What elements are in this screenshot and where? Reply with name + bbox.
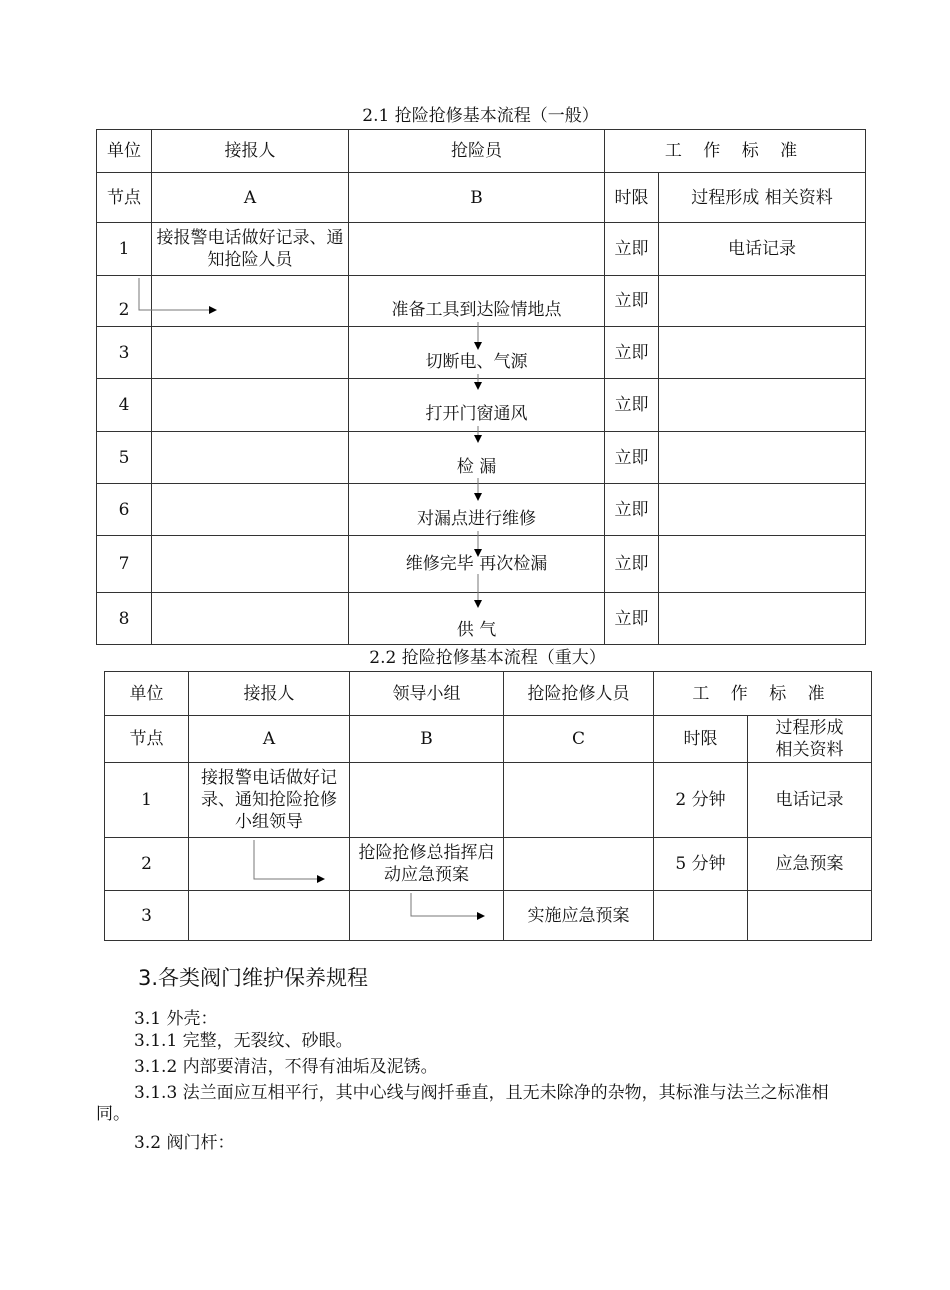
t1-node: 7 — [97, 536, 152, 593]
t1-cell-limit: 立即 — [605, 223, 659, 276]
t2-header-a: 接报人 — [189, 672, 350, 716]
t1-cell-a — [152, 276, 349, 327]
t2-header-standard: 工 作 标 准 — [654, 672, 872, 716]
t2-cell-limit: 5 分钟 — [654, 838, 748, 891]
table-row — [97, 379, 866, 432]
paragraph: 3.1.1 完整，无裂纹、砂眼。 — [134, 1031, 353, 1051]
t1-cell-a — [152, 379, 349, 432]
t1-cell-b — [349, 276, 605, 327]
t1-cell-a — [152, 484, 349, 536]
t1-cell-limit: 立即 — [605, 379, 659, 432]
table-row — [97, 593, 866, 645]
paragraph: 3.1 外壳： — [134, 1009, 218, 1029]
table-row — [97, 276, 866, 327]
section-heading: 3.各类阀门维护保养规程 — [138, 966, 369, 990]
t1-node: 6 — [97, 484, 152, 536]
t1-sub-a: A — [152, 173, 349, 223]
t2-sub-doc: 过程形成相关资料 — [748, 716, 872, 763]
t1-node: 1 — [97, 223, 152, 276]
t1-cell-doc: 电话记录 — [659, 223, 866, 276]
paragraph: 3.1.3 法兰面应互相平行，其中心线与阀扦垂直，且无未除净的杂物，其标淮与法兰之标准相同。 — [96, 1083, 829, 1124]
t1-cell-b — [349, 327, 605, 379]
t2-cell-a — [189, 891, 350, 941]
t1-cell-limit: 立即 — [605, 593, 659, 645]
paragraph: 3.1.2 内部要清洁，不得有油垢及泥锈。 — [134, 1057, 438, 1077]
table1-title: 2.1 抢险抢修基本流程（一般） — [362, 106, 599, 126]
t1-cell-b-text: 检 漏 — [456, 456, 497, 477]
t1-node: 5 — [97, 432, 152, 484]
t2-cell-b — [350, 763, 504, 838]
t2-sub-limit: 时限 — [654, 716, 748, 763]
t2-node: 1 — [105, 763, 189, 838]
table1 — [96, 129, 866, 645]
table-row — [97, 432, 866, 484]
table2-title: 2.2 抢险抢修基本流程（重大） — [369, 648, 606, 668]
t1-cell-limit: 立即 — [605, 327, 659, 379]
t1-node — [97, 276, 152, 327]
t1-cell-doc — [659, 484, 866, 536]
t1-node: 3 — [97, 327, 152, 379]
t1-node-text: 2 — [118, 300, 130, 320]
t2-cell-doc: 应急预案 — [748, 838, 872, 891]
t2-cell-a: 接报警电话做好记录、通知抢险抢修小组领导 — [189, 763, 350, 838]
t2-cell-b: 抢险抢修总指挥启动应急预案 — [350, 838, 504, 891]
t1-cell-a — [152, 327, 349, 379]
t1-cell-limit: 立即 — [605, 484, 659, 536]
t2-header-c: 抢险抢修人员 — [504, 672, 654, 716]
t2-sub-node: 节点 — [105, 716, 189, 763]
t1-sub-doc: 过程形成 相关资料 — [659, 173, 866, 223]
t1-cell-b: 维修完毕 再次检漏 — [349, 536, 605, 593]
t2-node: 3 — [105, 891, 189, 941]
t2-cell-c: 实施应急预案 — [504, 891, 654, 941]
t2-cell-a — [189, 838, 350, 891]
t1-cell-limit: 立即 — [605, 536, 659, 593]
t1-cell-doc — [659, 593, 866, 645]
t1-cell-b-text: 供 气 — [456, 619, 497, 640]
table-row — [97, 223, 866, 276]
t1-cell-doc — [659, 536, 866, 593]
t1-cell-doc — [659, 432, 866, 484]
table-row — [105, 763, 872, 838]
t2-cell-c — [504, 838, 654, 891]
table-row — [97, 327, 866, 379]
t1-header-b: 抢险员 — [349, 130, 605, 173]
t1-sub-node: 节点 — [97, 173, 152, 223]
t1-sub-b: B — [349, 173, 605, 223]
t2-cell-c — [504, 763, 654, 838]
t1-cell-b — [349, 379, 605, 432]
t2-cell-limit: 2 分钟 — [654, 763, 748, 838]
t1-cell-a — [152, 593, 349, 645]
t2-cell-doc: 电话记录 — [748, 763, 872, 838]
t1-sub-limit: 时限 — [605, 173, 659, 223]
paragraph: 3.2 阀门杆： — [134, 1133, 235, 1153]
t1-cell-b — [349, 432, 605, 484]
t1-cell-doc — [659, 327, 866, 379]
t2-cell-b — [350, 891, 504, 941]
table-row — [105, 891, 872, 941]
table-row — [97, 536, 866, 593]
t1-cell-b-text: 对漏点进行维修 — [417, 508, 536, 529]
t1-cell-doc — [659, 276, 866, 327]
t1-header-standard: 工 作 标 准 — [605, 130, 866, 173]
t1-node: 8 — [97, 593, 152, 645]
t2-sub-b: B — [350, 716, 504, 763]
t1-header-unit: 单位 — [97, 130, 152, 173]
t1-cell-limit: 立即 — [605, 276, 659, 327]
table-row — [97, 484, 866, 536]
t1-cell-a: 接报警电话做好记录、通知抢险人员 — [152, 223, 349, 276]
t2-sub-c: C — [504, 716, 654, 763]
table-row — [105, 838, 872, 891]
t2-cell-doc — [748, 891, 872, 941]
t1-cell-limit: 立即 — [605, 432, 659, 484]
t1-cell-a — [152, 536, 349, 593]
t1-cell-a — [152, 432, 349, 484]
t2-node: 2 — [105, 838, 189, 891]
t1-cell-doc — [659, 379, 866, 432]
t2-sub-a: A — [189, 716, 350, 763]
t1-cell-b-text: 切断电、气源 — [425, 351, 528, 372]
t2-header-unit: 单位 — [105, 672, 189, 716]
t1-node: 4 — [97, 379, 152, 432]
t1-cell-b-text: 准备工具到达险情地点 — [391, 300, 562, 320]
t1-cell-b — [349, 223, 605, 276]
t1-cell-b-text: 打开门窗通风 — [425, 404, 528, 424]
t1-cell-b — [349, 484, 605, 536]
t1-cell-b — [349, 593, 605, 645]
table2 — [104, 671, 872, 941]
t1-header-a: 接报人 — [152, 130, 349, 173]
t2-header-b: 领导小组 — [350, 672, 504, 716]
t2-cell-limit — [654, 891, 748, 941]
